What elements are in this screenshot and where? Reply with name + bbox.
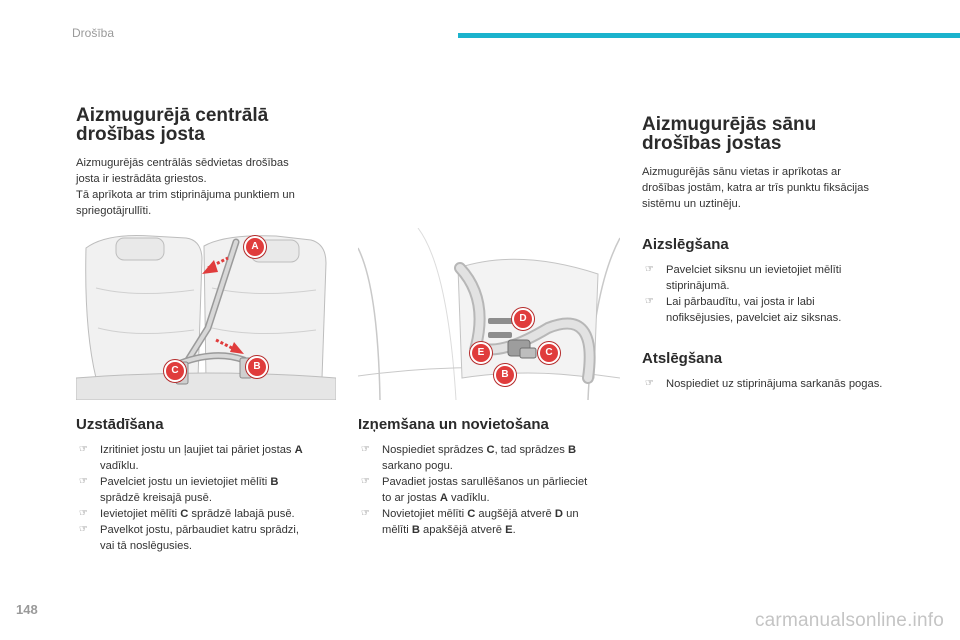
bullet-icon: ☞: [361, 476, 370, 487]
right-title-line2: drošības jostas: [642, 133, 782, 154]
left-intro-line3: Tā aprīkota ar trim stiprinājuma punktiem un: [76, 189, 295, 201]
left-title-line2: drošības josta: [76, 124, 205, 145]
bullet-icon: ☞: [79, 476, 88, 487]
install-section: [76, 416, 346, 554]
remove-section: [358, 416, 620, 538]
right-intro: [642, 164, 932, 212]
remove-item-2: ☞ Pavadiet jostas sarullēšanos un pārlieciet to ar jostas A vadīklu.: [361, 476, 588, 504]
install-item-4: ☞ Pavelkot jostu, pārbaudiet katru sprādzi, vai tā noslēgusies.: [79, 524, 299, 552]
left-title: [76, 106, 346, 144]
right-title: [642, 115, 932, 153]
install-item-1: ☞ Izritiniet jostu un ļaujiet tai pāriet jostas A vadīklu.: [79, 444, 303, 472]
callout-c: C: [164, 360, 186, 382]
left-column: [76, 106, 346, 219]
bullet-icon: ☞: [79, 524, 88, 535]
header-accent-bar: [458, 33, 960, 38]
install-list: [76, 442, 346, 554]
remove-title: Izņemšana un novietošana: [358, 416, 549, 433]
bullet-icon: ☞: [361, 444, 370, 455]
remove-list: [358, 442, 620, 538]
install-item-3: ☞ Ievietojiet mēlīti C sprādzē labajā pusē.: [79, 508, 295, 520]
bullet-icon: ☞: [361, 508, 370, 519]
callout-b2: B: [494, 364, 516, 386]
left-intro: [76, 155, 346, 219]
fasten-list: [642, 262, 932, 326]
callout-c2: C: [538, 342, 560, 364]
right-intro-line3: sistēmu un uztinēju.: [642, 198, 741, 210]
unfasten-item-1: ☞ Nospiediet uz stiprinājuma sarkanās pogas.: [645, 378, 883, 390]
right-intro-line2: drošības jostām, katra ar trīs punktu fiksācijas: [642, 182, 869, 194]
callout-b: B: [246, 356, 268, 378]
buckle-storage-illustration: [358, 228, 620, 400]
left-intro-line1: Aizmugurējās centrālās sēdvietas drošības: [76, 157, 289, 169]
bullet-icon: ☞: [645, 264, 654, 275]
left-title-line1: Aizmugurējā centrālā: [76, 105, 269, 126]
buckle-storage-drawing: [358, 228, 620, 400]
right-title-line1: Aizmugurējās sānu: [642, 114, 817, 135]
center-belt-illustration: [76, 228, 336, 400]
section-header: Drošība: [72, 26, 115, 40]
right-column: [642, 115, 932, 392]
bullet-icon: ☞: [79, 508, 88, 519]
install-item-2: ☞ Pavelciet jostu un ievietojiet mēlīti B sprādzē kreisajā pusē.: [79, 476, 279, 504]
rear-seat-drawing: [76, 228, 336, 400]
bullet-icon: ☞: [645, 296, 654, 307]
unfasten-list: [642, 376, 932, 392]
remove-item-1: ☞ Nospiediet sprādzes C, tad sprādzes B sarkano pogu.: [361, 444, 577, 472]
right-intro-line1: Aizmugurējās sānu vietas ir aprīkotas ar: [642, 166, 841, 178]
install-title: Uzstādīšana: [76, 416, 164, 433]
left-intro-line2: josta ir iestrādāta griestos.: [76, 173, 207, 185]
bullet-icon: ☞: [79, 444, 88, 455]
fasten-item-1: ☞ Pavelciet siksnu un ievietojiet mēlīti stiprinājumā.: [645, 264, 842, 292]
bullet-icon: ☞: [645, 378, 654, 389]
callout-d: D: [512, 308, 534, 330]
remove-item-3: ☞ Novietojiet mēlīti C augšējā atverē D un mēlīti B apakšējā atverē E.: [361, 508, 579, 536]
callout-a: A: [244, 236, 266, 258]
left-intro-line4: spriegotājrullīti.: [76, 205, 152, 217]
fasten-item-2: ☞ Lai pārbaudītu, vai josta ir labi nofiksējusies, pavelciet aiz siksnas.: [645, 296, 842, 324]
callout-e: E: [470, 342, 492, 364]
watermark: carmanualsonline.info: [754, 610, 944, 631]
unfasten-title: Atslēgšana: [642, 350, 723, 367]
fasten-title: Aizslēgšana: [642, 236, 729, 253]
page-number: 148: [16, 602, 38, 617]
